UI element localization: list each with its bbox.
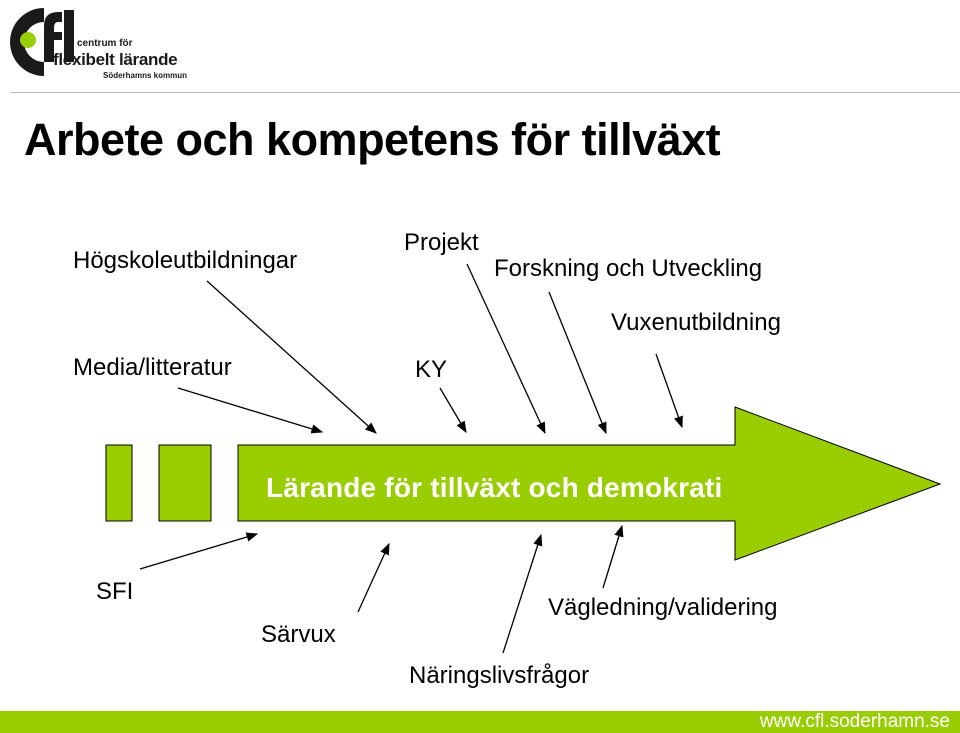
label-forskning: Forskning och Utveckling [494, 255, 763, 282]
label-ky: KY [415, 356, 448, 383]
label-sfi: SFI [96, 578, 134, 605]
label-media: Media/litteratur [73, 354, 232, 381]
arrow-label: Lärande för tillväxt och demokrati [266, 472, 723, 503]
pointer-media [178, 388, 322, 432]
pointer-sfi [140, 534, 257, 569]
pointer-sarvux [358, 544, 389, 612]
logo-line1: centrum för [77, 38, 133, 49]
pointer-vagledning [603, 526, 622, 588]
label-hogskole: Högskoleutbildningar [73, 247, 298, 274]
footer-url[interactable]: www.cfl.soderhamn.se [759, 711, 950, 732]
logo-line3: Söderhamns kommun [103, 71, 188, 80]
label-vagledning: Vägledning/validering [548, 594, 778, 621]
pointer-naringsliv [503, 535, 541, 653]
label-projekt: Projekt [404, 229, 479, 256]
pointer-forskning [549, 292, 606, 433]
pointer-ky [440, 388, 466, 432]
page-title: Arbete och kompetens för tillväxt [24, 114, 721, 165]
logo-line2: flexibelt lärande [53, 50, 178, 69]
label-sarvux: Särvux [261, 621, 336, 648]
green-bar-2 [159, 445, 211, 521]
label-vuxen: Vuxenutbildning [611, 309, 781, 336]
label-naringsliv: Näringslivsfrågor [409, 662, 590, 689]
pointer-hogskole [207, 281, 376, 433]
pointer-projekt [467, 264, 545, 433]
green-bar-1 [106, 445, 132, 521]
pointer-vuxen [656, 354, 682, 427]
